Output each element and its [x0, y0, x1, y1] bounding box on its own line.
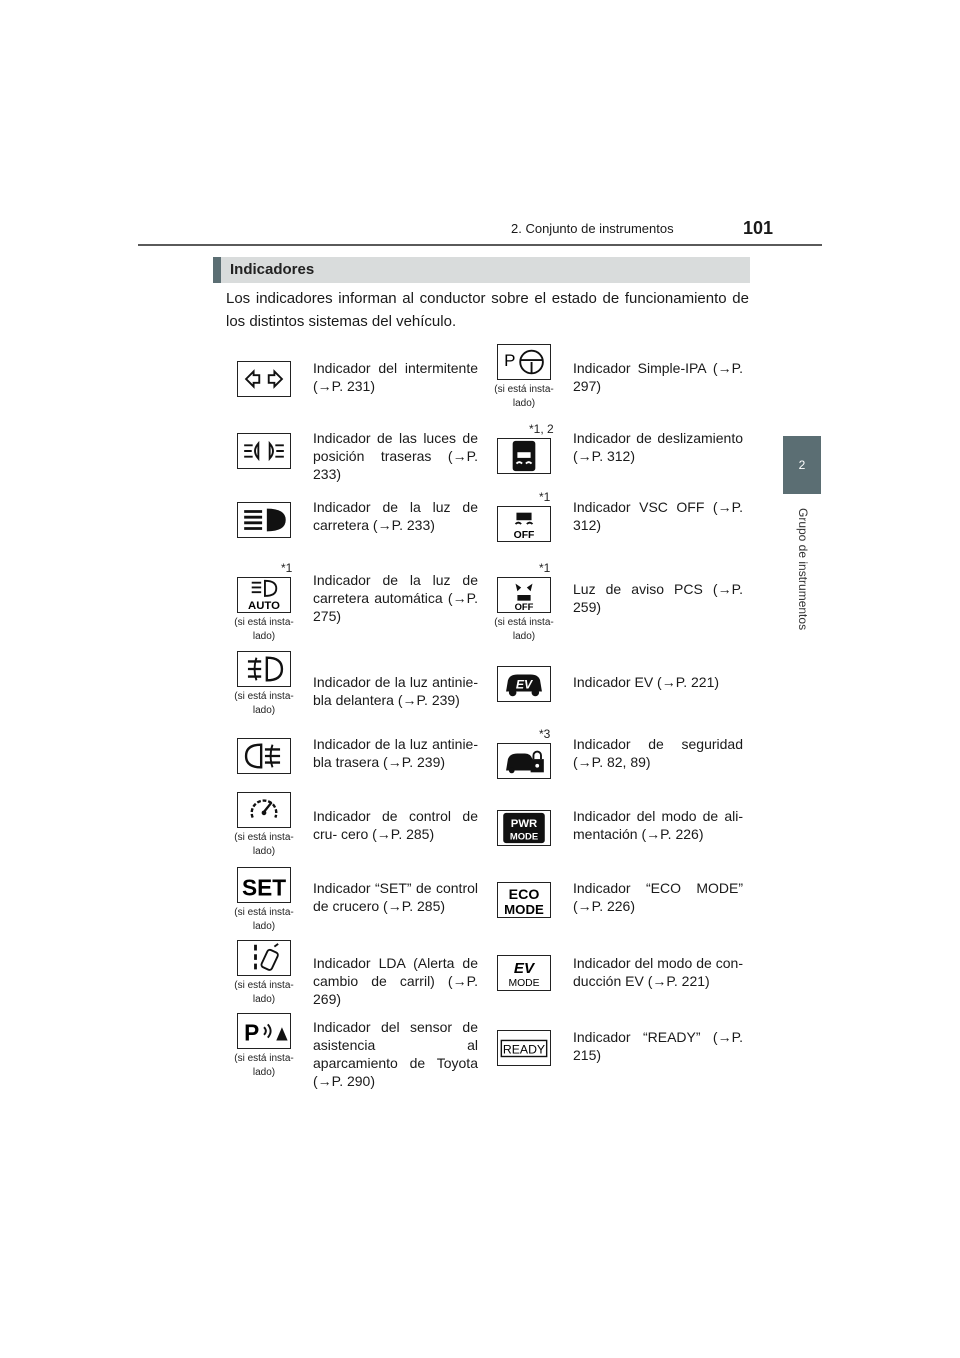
svg-text:P: P — [244, 1019, 260, 1046]
indicator-description: Indicador de las luces de posición traseras (→P. 233) — [313, 430, 478, 482]
indicator-description: Indicador del intermitente (→P. 231) — [313, 360, 478, 394]
header-rule — [138, 244, 822, 246]
installation-caption: (si está insta- lado) — [494, 384, 554, 409]
indicator-description: Indicador LDA (Alerta de cambio de carril) (→P. 269) — [313, 955, 478, 1007]
lda-icon — [237, 940, 291, 976]
eco-mode-icon — [497, 882, 551, 918]
installation-caption: (si está insta- lado) — [234, 832, 294, 857]
footnote-marker: *1 — [539, 561, 551, 575]
svg-text:MODE: MODE — [508, 978, 540, 990]
indicator-description: Indicador “ECO MODE” (→P. 226) — [573, 880, 743, 914]
svg-text:ECO: ECO — [508, 887, 540, 904]
page-number: 101 — [743, 218, 774, 238]
indicator-description: Indicador del modo de con- ducción EV (→P. 221) — [573, 955, 743, 989]
installation-caption: (si está insta- lado) — [234, 617, 294, 642]
chapter-title: Grupo de instrumentos — [796, 508, 810, 631]
cruise-control-icon — [237, 792, 291, 828]
svg-text:AUTO: AUTO — [248, 600, 280, 612]
indicator-description: Indicador de control de cru- cero (→P. 285) — [313, 808, 478, 842]
ev-icon — [497, 666, 551, 702]
installation-caption: (si está insta- lado) — [234, 691, 294, 716]
svg-text:P: P — [504, 350, 516, 370]
security-icon — [497, 743, 551, 779]
ready-icon — [497, 1030, 551, 1066]
pcs-icon — [497, 577, 551, 613]
indicator-description: Indicador de deslizamiento (→P. 312) — [573, 430, 743, 464]
installation-caption: (si está insta- lado) — [494, 617, 554, 642]
svg-text:PWR: PWR — [510, 818, 538, 831]
indicator-description: Indicador de la luz antinie- bla trasera (→P. 239) — [313, 736, 478, 770]
tail-light-icon — [237, 433, 291, 469]
svg-text:OFF: OFF — [514, 602, 534, 612]
footnote-marker: *1, 2 — [529, 422, 554, 436]
section-heading: Indicadores — [213, 257, 750, 283]
set-icon — [237, 867, 291, 903]
ev-mode-icon — [497, 955, 551, 991]
indicator-description: Indicador de la luz de carretera automática (→P. 275) — [313, 572, 478, 624]
parking-sensor-icon — [237, 1013, 291, 1049]
svg-text:OFF: OFF — [513, 530, 535, 541]
section-intro: Los indicadores informan al conductor sobre el estado de funcionamiento de los distintos sistemas del vehículo. — [226, 290, 749, 330]
svg-text:READY: READY — [502, 1042, 546, 1057]
svg-text:EV: EV — [515, 677, 533, 692]
indicator-description: Indicador VSC OFF (→P. 312) — [573, 499, 743, 533]
footnote-marker: *3 — [539, 727, 551, 741]
indicator-description: Indicador de la luz antinie- bla delantera (→P. 239) — [313, 674, 478, 708]
svg-text:SET: SET — [241, 874, 287, 901]
indicator-description: Indicador “READY” (→P. 215) — [573, 1029, 743, 1063]
chapter-tab: 2 — [783, 436, 821, 494]
running-title: 2. Conjunto de instrumentos — [511, 221, 674, 236]
footnote-marker: *1 — [539, 490, 551, 504]
indicator-description: Indicador “SET” de control de crucero (→P. 285) — [313, 880, 478, 914]
indicator-description: Indicador de la luz de carretera (→P. 233) — [313, 499, 478, 533]
indicator-description: Indicador de seguridad (→P. 82, 89) — [573, 736, 743, 770]
svg-text:MODE: MODE — [504, 902, 544, 917]
indicator-description: Indicador del modo de ali- mentación (→P. 226) — [573, 808, 743, 842]
high-beam-icon — [237, 502, 291, 538]
installation-caption: (si está insta- lado) — [234, 1053, 294, 1078]
svg-text:EV: EV — [513, 960, 535, 977]
slip-icon — [497, 438, 551, 474]
simple-ipa-icon — [497, 344, 551, 380]
turn-signal-icon — [237, 361, 291, 397]
indicator-description: Indicador del sensor de asistencia al aparcamiento de Toyota (→P. 290) — [313, 1019, 478, 1089]
indicator-description: Indicador EV (→P. 221) — [573, 674, 720, 690]
svg-text:MODE: MODE — [509, 831, 539, 843]
installation-caption: (si está insta- lado) — [234, 980, 294, 1005]
rear-fog-icon — [237, 738, 291, 774]
indicator-description: Indicador Simple-IPA (→P. 297) — [573, 360, 743, 394]
front-fog-icon — [237, 651, 291, 687]
vsc-off-icon — [497, 506, 551, 542]
footnote-marker: *1 — [281, 561, 293, 575]
auto-high-beam-icon — [237, 577, 291, 613]
installation-caption: (si está insta- lado) — [234, 907, 294, 932]
power-mode-icon — [497, 810, 551, 846]
indicator-description: Luz de aviso PCS (→P. 259) — [573, 581, 743, 615]
